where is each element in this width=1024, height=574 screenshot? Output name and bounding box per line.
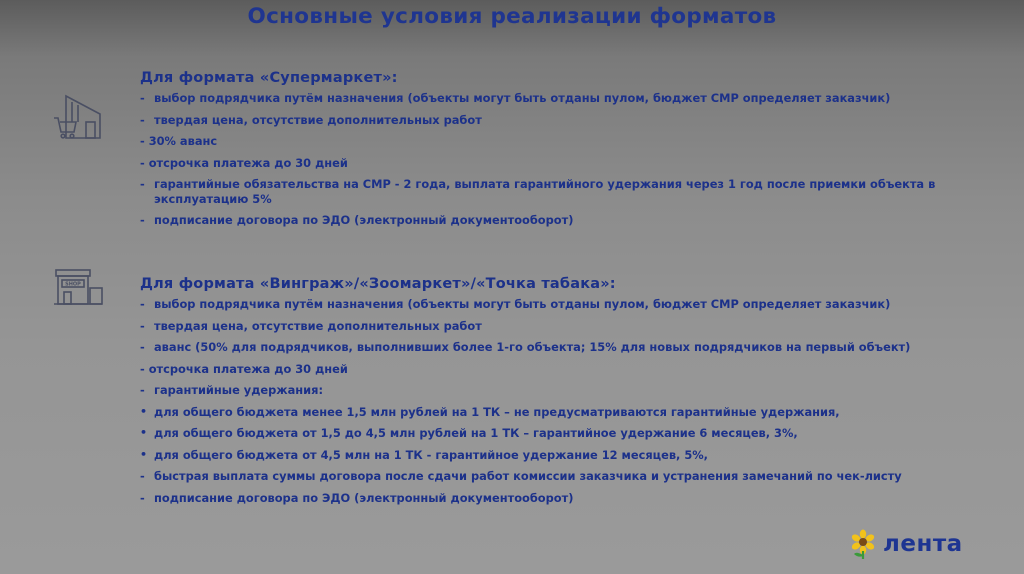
list-marker: -	[140, 340, 145, 354]
list-item-text: - отсрочка платежа до 30 дней	[140, 155, 348, 170]
list-marker: -	[140, 91, 145, 105]
list-marker: -	[140, 112, 145, 127]
supermarket-conditions-section	[140, 70, 980, 235]
list-marker: •	[140, 426, 148, 439]
list-item	[140, 113, 980, 128]
list-item-text: твердая цена, отсутствие дополнительных работ	[154, 112, 482, 127]
list-item	[140, 469, 980, 484]
list-marker: -	[140, 469, 145, 483]
list-item-text: - 30% аванс	[140, 134, 218, 148]
lenta-logo	[848, 527, 963, 561]
page-title: Основные условия реализации форматов	[247, 4, 777, 29]
list-marker: -	[140, 383, 145, 397]
list-marker: •	[140, 404, 148, 418]
list-item-text: подписание договора по ЭДО (электронный документооборот)	[154, 213, 574, 227]
list-item	[140, 91, 980, 106]
list-item-text: аванс (50% для подрядчиков, выполнивших более 1-го объекта; 15% для новых подрядчиков на первый объект)	[154, 340, 911, 354]
list-marker: -	[140, 318, 145, 333]
logo-text: лента	[883, 531, 963, 557]
list-item	[140, 297, 980, 312]
supermarket-cart-icon	[52, 92, 104, 140]
list-item-text: для общего бюджета менее 1,5 млн рублей на 1 ТК – не предусматриваются гарантийные удержания,	[154, 404, 840, 419]
list-item	[140, 340, 980, 355]
list-item-text: быстрая выплата суммы договора после сдачи работ комиссии заказчика и устранения замечаний по чек-листу	[154, 469, 902, 483]
list-item	[140, 405, 980, 420]
sunflower-logo-icon	[848, 529, 878, 559]
list-item	[140, 134, 980, 149]
list-item-text: для общего бюджета от 4,5 млн на 1 ТК - гарантийное удержание 12 месяцев, 5%,	[154, 447, 708, 462]
list-item	[140, 383, 980, 398]
list-item-text: гарантийные удержания:	[154, 383, 324, 397]
list-item	[140, 426, 980, 441]
list-item-text: твердая цена, отсутствие дополнительных работ	[154, 318, 482, 333]
shop-icon-text: SHOP	[65, 281, 81, 288]
list-marker: -	[140, 177, 145, 191]
list-item-text: подписание договора по ЭДО (электронный документооборот)	[154, 490, 574, 505]
list-item	[140, 177, 980, 206]
list-marker: -	[140, 297, 145, 311]
section-title: Для формата «Винграж»/«Зоомаркет»/«Точка табака»:	[140, 276, 616, 292]
list-marker: •	[140, 447, 148, 461]
list-item-text: для общего бюджета от 1,5 до 4,5 млн рублей на 1 ТК – гарантийное удержание 6 месяцев, 3%,	[154, 426, 798, 440]
list-item	[140, 213, 980, 228]
list-item	[140, 319, 980, 334]
list-marker: -	[140, 490, 145, 505]
list-item	[140, 156, 980, 171]
list-item-text: выбор подрядчика путём назначения (объекты могут быть отданы пулом, бюджет СМР определяет заказчик)	[154, 297, 891, 311]
list-item-text: - отсрочка платежа до 30 дней	[140, 361, 348, 376]
list-marker: -	[140, 213, 145, 227]
list-item	[140, 362, 980, 377]
list-item-text: гарантийные обязательства на СМР - 2 года, выплата гарантийного удержания через 1 год после приемки объекта в эксплуатацию 5%	[154, 177, 936, 206]
list-item	[140, 491, 980, 506]
list-item-text: выбор подрядчика путём назначения (объекты могут быть отданы пулом, бюджет СМР определяет заказчик)	[154, 91, 891, 105]
list-item	[140, 448, 980, 463]
section-title: Для формата «Супермаркет»:	[140, 70, 398, 86]
shop-icon	[52, 268, 104, 306]
small-formats-conditions-section	[140, 276, 980, 512]
